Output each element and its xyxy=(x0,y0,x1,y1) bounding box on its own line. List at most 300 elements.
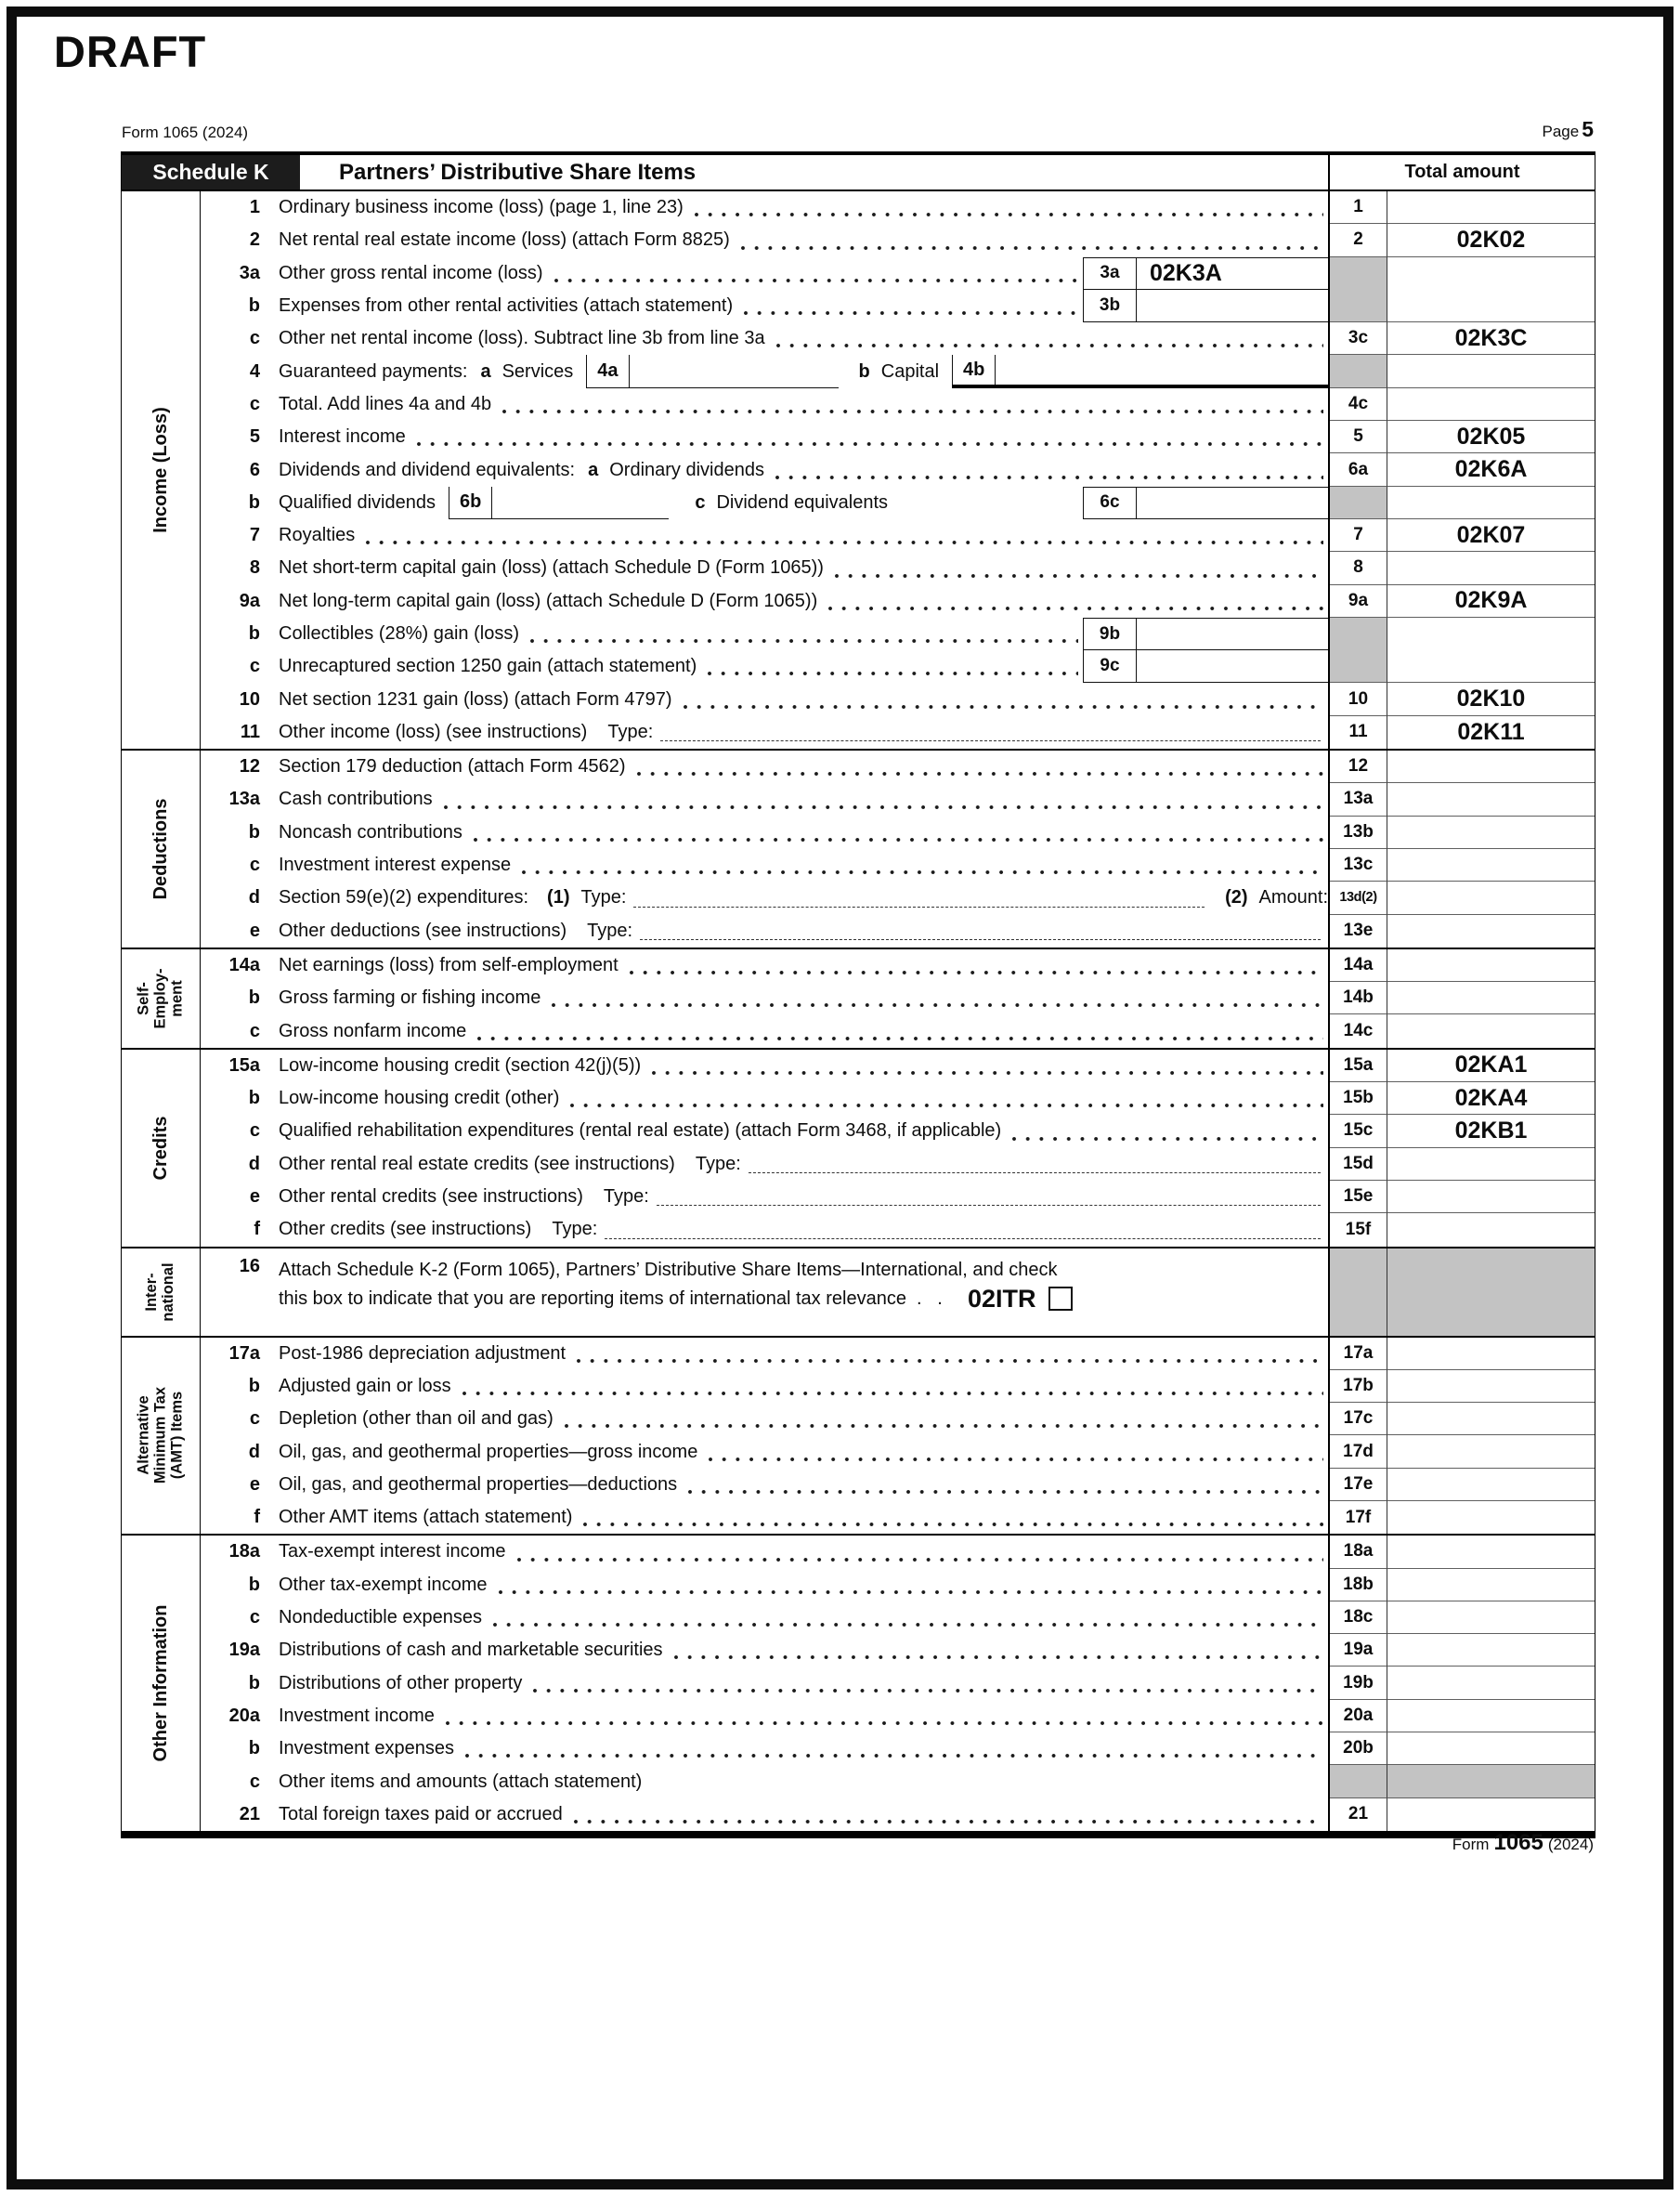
row-number: 21 xyxy=(239,1803,260,1824)
inline-bold-label: (1) xyxy=(547,887,570,908)
section-rows-credits xyxy=(201,1050,1595,1247)
amount-cell-13b[interactable] xyxy=(1387,817,1595,849)
dot-leader xyxy=(583,1523,1323,1526)
row-c xyxy=(201,650,1595,683)
row-main xyxy=(201,1601,1328,1634)
line-number-cell: 8 xyxy=(1330,552,1387,584)
section-label-line: Other Information xyxy=(150,1604,171,1762)
type-entry-line[interactable] xyxy=(640,937,1321,940)
row-8 xyxy=(201,552,1595,584)
row-label: Tax-exempt interest income xyxy=(279,1541,506,1562)
section-label-line: Deductions xyxy=(150,798,171,900)
dot-leader xyxy=(465,1754,1323,1758)
row-number: f xyxy=(254,1219,260,1240)
line-number-cell: 7 xyxy=(1330,519,1387,552)
row-label: Distributions of cash and marketable securities xyxy=(279,1640,663,1661)
row-main xyxy=(201,355,1328,387)
dot-leader xyxy=(637,772,1323,776)
row-number: c xyxy=(249,855,260,876)
row-right xyxy=(1328,1050,1595,1082)
amount-cell-14c[interactable] xyxy=(1387,1014,1595,1047)
row-label: Other AMT items (attach statement) xyxy=(279,1507,573,1528)
row-right xyxy=(1328,585,1595,618)
dot-leader xyxy=(417,442,1323,446)
amount-cell-20b[interactable] xyxy=(1387,1732,1595,1765)
row-6a xyxy=(201,453,1595,486)
footer-form-year: (2024) xyxy=(1547,1836,1594,1853)
row-label: Royalties xyxy=(279,525,356,546)
amount-cell-15f[interactable] xyxy=(1387,1213,1595,1246)
inline-text: Ordinary dividends xyxy=(609,459,764,480)
type-entry-line[interactable] xyxy=(660,739,1321,741)
inline-text: Type: xyxy=(695,1153,741,1174)
row-number: d xyxy=(248,887,260,908)
dot-leader xyxy=(444,805,1323,809)
inline-text: Type: xyxy=(607,721,654,742)
row-number: c xyxy=(249,1771,260,1792)
amount-cell-18b[interactable] xyxy=(1387,1569,1595,1601)
dot-leader xyxy=(574,1820,1323,1823)
amount-cell-13e[interactable] xyxy=(1387,915,1595,948)
row-right xyxy=(1328,683,1595,715)
line-number-cell: 15c xyxy=(1330,1115,1387,1147)
amount-cell-7[interactable]: 02K07 xyxy=(1387,519,1595,552)
amount-cell xyxy=(1387,650,1595,683)
row-number: 17a xyxy=(228,1342,260,1364)
row-label: Net long-term capital gain (loss) (attach Schedule D (Form 1065)) xyxy=(279,590,818,611)
line-number-cell: 19b xyxy=(1330,1667,1387,1699)
line-number-cell: 15e xyxy=(1330,1181,1387,1213)
amount-cell xyxy=(1387,257,1595,290)
line-number-cell xyxy=(1330,1248,1387,1336)
row-main xyxy=(201,1115,1328,1147)
row-number: b xyxy=(248,821,260,843)
amount-cell-19b[interactable] xyxy=(1387,1667,1595,1699)
entry-box-3b xyxy=(1083,290,1328,322)
row-right xyxy=(1328,1148,1595,1181)
row-main xyxy=(201,949,1328,982)
row-right xyxy=(1328,1115,1595,1147)
dot-leader xyxy=(462,1392,1323,1395)
row-right xyxy=(1328,1469,1595,1501)
type-entry-line[interactable] xyxy=(605,1236,1321,1239)
row-label: Nondeductible expenses xyxy=(279,1607,483,1628)
row-17c xyxy=(201,1403,1595,1435)
row-right xyxy=(1328,882,1595,914)
row-main xyxy=(201,716,1328,749)
dot-leader xyxy=(741,246,1323,250)
international-checkbox[interactable] xyxy=(1048,1287,1073,1311)
section-other-information xyxy=(122,1534,1595,1831)
row-number: d xyxy=(248,1441,260,1462)
type-entry-line[interactable] xyxy=(633,905,1205,908)
amount-cell-15b[interactable]: 02KA4 xyxy=(1387,1082,1595,1115)
row-right xyxy=(1328,1370,1595,1403)
row-right xyxy=(1328,1634,1595,1667)
inline-text: Amount: xyxy=(1258,887,1328,908)
row-main xyxy=(201,257,1328,290)
amount-cell-17d[interactable] xyxy=(1387,1435,1595,1468)
row-label: Net short-term capital gain (loss) (attach Schedule D (Form 1065)) xyxy=(279,557,824,579)
amount-cell-21[interactable] xyxy=(1387,1798,1595,1831)
amount-cell-14b[interactable] xyxy=(1387,982,1595,1014)
row-2 xyxy=(201,224,1595,256)
footer-form-word: Form xyxy=(1452,1836,1490,1853)
dot-leader xyxy=(688,1490,1323,1494)
dot-leader xyxy=(499,1590,1323,1594)
row-number: 9a xyxy=(239,590,260,611)
line-number-cell: 17a xyxy=(1330,1338,1387,1370)
row-main xyxy=(201,817,1328,849)
type-entry-line[interactable] xyxy=(749,1170,1321,1173)
amount-cell-17c[interactable] xyxy=(1387,1403,1595,1435)
row-9a xyxy=(201,585,1595,618)
section-label-line: Inter- xyxy=(143,1272,161,1312)
form-footer xyxy=(1452,1830,1594,1856)
row-number: 3a xyxy=(239,262,260,283)
row-main xyxy=(201,1634,1328,1667)
row-main xyxy=(201,1050,1328,1082)
row-main xyxy=(201,683,1328,715)
row-right xyxy=(1328,1014,1595,1047)
row-10 xyxy=(201,683,1595,715)
row-main xyxy=(201,618,1328,650)
section-self-employment xyxy=(122,948,1595,1048)
section-rows-other-information xyxy=(201,1536,1595,1831)
dot-leader xyxy=(709,1457,1323,1461)
row-label: Section 59(e)(2) expenditures: xyxy=(279,887,529,908)
entry-box-number: 9c xyxy=(1084,650,1137,682)
row-17f xyxy=(201,1501,1595,1534)
line-number-cell: 21 xyxy=(1330,1798,1387,1831)
line-number-cell: 1 xyxy=(1330,191,1387,224)
row-c xyxy=(201,1765,1595,1797)
row-17b xyxy=(201,1370,1595,1403)
row-right xyxy=(1328,915,1595,948)
section-sidebar-income-loss xyxy=(122,191,201,749)
section-sidebar-international xyxy=(122,1248,201,1336)
entry-box-9b xyxy=(1083,618,1328,650)
row-b xyxy=(201,290,1595,322)
dot-leader xyxy=(828,607,1323,610)
row-label: Investment interest expense xyxy=(279,855,512,876)
row-main xyxy=(201,1798,1328,1831)
row-right xyxy=(1328,982,1595,1014)
row-right xyxy=(1328,1213,1595,1246)
row-label: Qualified dividends xyxy=(279,491,436,513)
row-right xyxy=(1328,1765,1595,1797)
entry-box-value[interactable]: 02K3A xyxy=(1150,259,1222,286)
amount-cell-17e[interactable] xyxy=(1387,1469,1595,1501)
section-label-line: Alternative xyxy=(135,1395,152,1476)
row-label: Net section 1231 gain (loss) (attach Form 4797) xyxy=(279,688,672,710)
row-number: c xyxy=(249,656,260,677)
row-label: Other rental credits (see instructions) xyxy=(279,1186,583,1208)
dot-leader xyxy=(630,971,1323,974)
line-number-cell: 9a xyxy=(1330,585,1387,618)
row-main xyxy=(201,1370,1328,1403)
row-main xyxy=(201,552,1328,584)
row-number: 13a xyxy=(228,789,260,810)
row-right xyxy=(1328,487,1595,519)
amount-cell-17a[interactable] xyxy=(1387,1338,1595,1370)
row-14c xyxy=(201,1014,1595,1047)
dot-leader xyxy=(533,1689,1323,1693)
row-main xyxy=(201,290,1328,322)
section-sidebar-deductions xyxy=(122,751,201,948)
section-international xyxy=(122,1247,1595,1336)
schedule-title: Partners’ Distributive Share Items xyxy=(339,159,697,185)
row-label: Collectibles (28%) gain (loss) xyxy=(279,623,519,644)
line-number-cell: 13d(2) xyxy=(1330,882,1387,914)
row-main xyxy=(201,1148,1328,1181)
row-3a xyxy=(201,257,1595,290)
row-right xyxy=(1328,1403,1595,1435)
row-3c xyxy=(201,322,1595,355)
row-4 xyxy=(201,355,1595,387)
section-label-deductions xyxy=(150,798,171,899)
section-sidebar-credits xyxy=(122,1050,201,1247)
row-number: 1 xyxy=(249,197,260,218)
amount-cell-14a[interactable] xyxy=(1387,949,1595,982)
section-label-line: national xyxy=(160,1261,176,1322)
row-label: Distributions of other property xyxy=(279,1672,523,1693)
amount-cell-13c[interactable] xyxy=(1387,849,1595,882)
dot-leader xyxy=(684,705,1323,709)
row-main xyxy=(201,519,1328,552)
footer-form-number: 1065 xyxy=(1493,1830,1543,1855)
inline-text: Type: xyxy=(603,1186,649,1208)
line-number-cell: 5 xyxy=(1330,421,1387,453)
row-main xyxy=(201,1435,1328,1468)
line-number-cell: 20b xyxy=(1330,1732,1387,1765)
inline-text: Type: xyxy=(580,887,627,908)
entry-code: 02ITR xyxy=(967,1284,1036,1313)
row-right xyxy=(1328,224,1595,256)
row-label: Expenses from other rental activities (attach statement) xyxy=(279,295,734,317)
row-19a xyxy=(201,1634,1595,1667)
row-number: e xyxy=(249,920,260,941)
row-label: Other deductions (see instructions) xyxy=(279,920,567,941)
row-main xyxy=(201,421,1328,453)
amount-cell-15d[interactable] xyxy=(1387,1148,1595,1181)
inline-text: Capital xyxy=(880,360,940,382)
amount-cell-11[interactable]: 02K11 xyxy=(1457,718,1525,745)
inline-bold-label: a xyxy=(480,360,491,382)
section-label-income-loss xyxy=(150,407,171,533)
amount-cell-10[interactable]: 02K10 xyxy=(1387,683,1595,715)
row-main xyxy=(201,191,1328,224)
amount-cell-9a[interactable]: 02K9A xyxy=(1387,585,1595,618)
row-right xyxy=(1328,751,1595,783)
dot-leader xyxy=(1012,1137,1323,1141)
row-number: 7 xyxy=(249,525,260,546)
entry-box-4a xyxy=(586,355,838,387)
dot-leader xyxy=(493,1623,1323,1627)
row-right xyxy=(1328,191,1595,224)
amount-cell-19a[interactable] xyxy=(1387,1634,1595,1667)
row-label: Investment expenses xyxy=(279,1738,454,1759)
dot-leader xyxy=(530,639,1078,643)
row-label: Dividends and dividend equivalents: xyxy=(279,459,576,480)
dot-leader xyxy=(565,1424,1323,1428)
row-18c xyxy=(201,1601,1595,1634)
row-number: 19a xyxy=(228,1640,260,1661)
row-label: Ordinary business income (loss) (page 1, line 23) xyxy=(279,197,684,218)
amount-cell-18c[interactable] xyxy=(1387,1601,1595,1634)
entry-box-3a xyxy=(1083,257,1328,290)
row-main xyxy=(201,585,1328,618)
row-label: Interest income xyxy=(279,426,406,448)
row-4c xyxy=(201,388,1595,421)
inline-bold-label: (2) xyxy=(1225,887,1248,908)
line-number-cell: 15a xyxy=(1330,1050,1387,1082)
row-right xyxy=(1328,421,1595,453)
dot-leader xyxy=(775,476,1323,479)
amount-cell-17f[interactable] xyxy=(1387,1501,1595,1534)
row-number: b xyxy=(248,987,260,1009)
row-14a xyxy=(201,949,1595,982)
row-number: e xyxy=(249,1186,260,1208)
row-number: e xyxy=(249,1473,260,1495)
amount-cell-2[interactable]: 02K02 xyxy=(1387,224,1595,256)
amount-cell-5[interactable]: 02K05 xyxy=(1387,421,1595,453)
dot-leader xyxy=(695,213,1323,216)
row-18a xyxy=(201,1536,1595,1568)
section-label-self-employment xyxy=(136,968,185,1028)
amount-cell-15a[interactable]: 02KA1 xyxy=(1387,1050,1595,1082)
line-number-cell: 17b xyxy=(1330,1370,1387,1403)
row-number: 20a xyxy=(228,1705,260,1726)
row-main xyxy=(201,1536,1328,1568)
amount-cell-15e[interactable] xyxy=(1387,1181,1595,1213)
entry-box-number: 4b xyxy=(952,355,996,384)
amount-cell-1[interactable] xyxy=(1387,191,1595,224)
row-main xyxy=(201,1569,1328,1601)
dot-leader xyxy=(474,838,1323,842)
row-right xyxy=(1328,618,1595,650)
row-main xyxy=(201,1181,1328,1213)
row-number: 14a xyxy=(228,954,260,975)
row-label: Other items and amounts (attach statement) xyxy=(279,1771,643,1792)
row-right xyxy=(1328,783,1595,816)
row-main xyxy=(201,1338,1328,1370)
amount-cell-13a[interactable] xyxy=(1387,783,1595,816)
row-main xyxy=(201,650,1328,683)
row-21 xyxy=(201,1798,1595,1831)
amount-cell-17b[interactable] xyxy=(1387,1370,1595,1403)
row-text: this box to indicate that you are reporting items of international tax relevance . . xyxy=(279,1288,953,1309)
inline-bold-label: a xyxy=(588,459,599,480)
row-number: c xyxy=(249,328,260,349)
line-number-cell: 2 xyxy=(1330,224,1387,256)
row-label: Total. Add lines 4a and 4b xyxy=(279,393,492,414)
page-word: Page xyxy=(1542,123,1580,140)
row-label: Unrecaptured section 1250 gain (attach statement) xyxy=(279,656,697,677)
row-right xyxy=(1328,650,1595,683)
row-number: 12 xyxy=(239,756,260,778)
amount-cell-12[interactable] xyxy=(1387,751,1595,783)
row-right xyxy=(1328,817,1595,849)
row-13b xyxy=(201,817,1595,849)
row-15f xyxy=(201,1213,1595,1246)
section-label-line: Credits xyxy=(150,1116,171,1181)
row-number: c xyxy=(249,1020,260,1041)
row-main xyxy=(201,1469,1328,1501)
line-number-cell: 17d xyxy=(1330,1435,1387,1468)
line-number-cell: 18c xyxy=(1330,1601,1387,1634)
amount-cell-20a[interactable] xyxy=(1387,1700,1595,1732)
section-amt-items xyxy=(122,1336,1595,1535)
row-main xyxy=(201,487,1328,519)
amount-cell xyxy=(1387,618,1595,650)
inline-bold-label: b xyxy=(858,360,870,382)
amount-cell-15c[interactable]: 02KB1 xyxy=(1387,1115,1595,1147)
inline-text: Dividend equivalents xyxy=(716,491,889,513)
row-main xyxy=(201,224,1328,256)
row-number: b xyxy=(248,623,260,644)
section-label-credits xyxy=(150,1116,171,1180)
section-label-other-information xyxy=(150,1605,171,1762)
line-number-cell: 19a xyxy=(1330,1634,1387,1667)
row-main xyxy=(201,882,1328,914)
row-label: Guaranteed payments: xyxy=(279,360,468,382)
section-sidebar-amt-items xyxy=(122,1338,201,1535)
amount-cell xyxy=(1387,1765,1595,1797)
section-income-loss xyxy=(122,191,1595,749)
dot-leader xyxy=(674,1655,1323,1659)
dot-leader xyxy=(744,311,1078,315)
entry-box-value[interactable] xyxy=(630,355,839,386)
row-right xyxy=(1328,1732,1595,1765)
row-11 xyxy=(201,716,1595,749)
row-number: 16 xyxy=(239,1255,260,1276)
section-sidebar-other-information xyxy=(122,1536,201,1831)
line-number-cell: 18a xyxy=(1330,1536,1387,1568)
row-17d xyxy=(201,1435,1595,1468)
amount-cell-18a[interactable] xyxy=(1387,1536,1595,1568)
row-label: Cash contributions xyxy=(279,789,433,810)
type-entry-line[interactable] xyxy=(657,1203,1321,1206)
row-label: Investment income xyxy=(279,1705,435,1726)
row-text-line: Attach Schedule K-2 (Form 1065), Partners’ Distributive Share Items—International, and check xyxy=(279,1259,1058,1280)
section-deductions xyxy=(122,749,1595,948)
entry-box-value[interactable] xyxy=(492,487,669,518)
amount-cell-8[interactable] xyxy=(1387,552,1595,584)
row-right xyxy=(1328,1601,1595,1634)
entry-box-value[interactable] xyxy=(996,355,1328,384)
amount-cell-6a[interactable]: 02K6A xyxy=(1387,453,1595,486)
amount-cell-3c[interactable]: 02K3C xyxy=(1387,322,1595,355)
row-main xyxy=(201,783,1328,816)
row-main xyxy=(201,849,1328,882)
section-label-line: Minimum Tax xyxy=(151,1387,169,1484)
row-label: Net earnings (loss) from self-employment xyxy=(279,954,619,975)
row-label: Other income (loss) (see instructions) xyxy=(279,721,588,742)
row-right xyxy=(1328,552,1595,584)
row-label: Qualified rehabilitation expenditures (rental real estate) (attach Form 3468, if applicable) xyxy=(279,1120,1002,1142)
row-main xyxy=(201,1213,1328,1246)
row-right xyxy=(1328,1501,1595,1534)
row-main xyxy=(201,751,1328,783)
row-main xyxy=(201,1700,1328,1732)
amount-cell-13d(2)[interactable] xyxy=(1387,882,1595,914)
row-right xyxy=(1328,1082,1595,1115)
line-number-cell: 11 xyxy=(1330,716,1387,749)
amount-cell-4c[interactable] xyxy=(1387,388,1595,421)
entry-box-number: 3b xyxy=(1084,290,1137,321)
row-right xyxy=(1328,1569,1595,1601)
